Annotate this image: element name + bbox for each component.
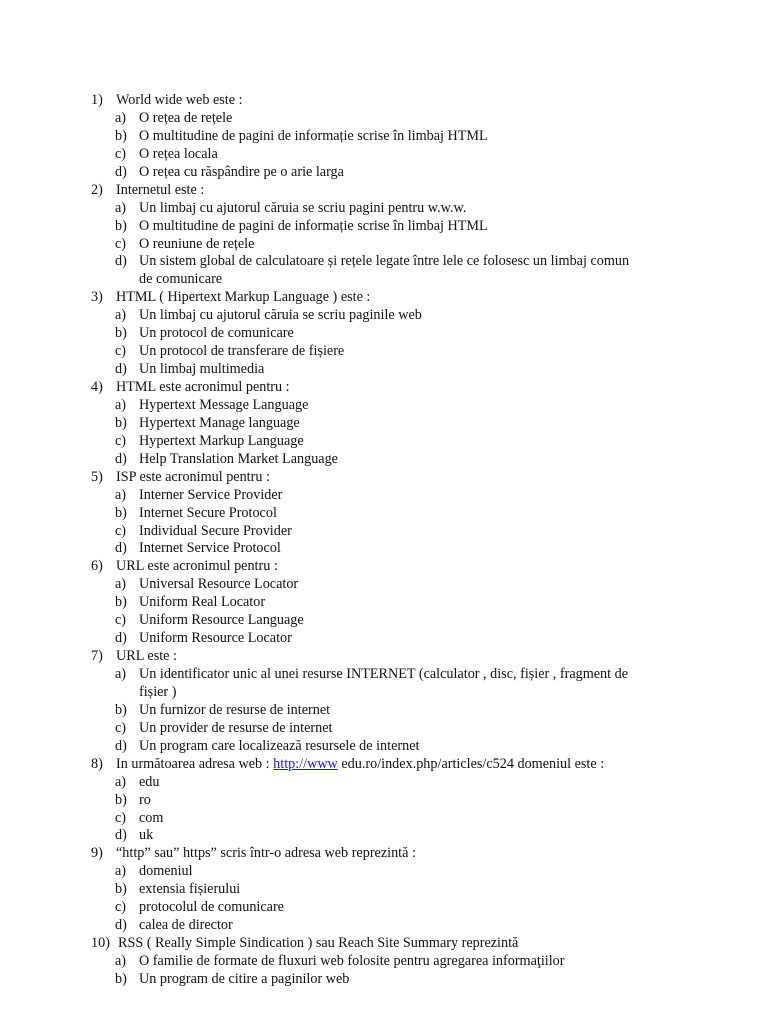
option-text: extensia fișierului (139, 881, 241, 898)
option-text: O rețea locala (139, 145, 218, 162)
answer-option (0, 630, 768, 648)
answer-option (0, 774, 768, 792)
option-letter: c) (115, 522, 127, 539)
option-text: edu (139, 773, 160, 790)
option-text: Hypertext Manage language (139, 414, 300, 431)
option-text: Un identificator unic al unei resurse INTERNET (calculator , disc, fișier , fragment de (139, 666, 629, 682)
option-letter: c) (115, 343, 127, 360)
option-text: O multitudine de pagini de informație scrise în limbaj HTML (139, 217, 488, 234)
option-letter: b) (115, 414, 127, 431)
option-letter: d) (115, 630, 127, 647)
option-text: Un program de citire a paginilor web (139, 970, 350, 987)
answer-option (0, 343, 768, 361)
question-4 (0, 379, 768, 397)
question-number: 8) (91, 755, 103, 772)
quiz-document (0, 92, 768, 989)
answer-option (0, 810, 768, 828)
option-letter: b) (115, 970, 127, 987)
option-text-continued: de comunicare (139, 271, 223, 288)
question-text: HTML ( Hipertext Markup Language ) este : (116, 289, 371, 306)
option-letter: c) (115, 432, 127, 449)
option-letter: c) (115, 719, 127, 736)
option-text: Uniform Resource Language (139, 612, 304, 629)
question-number: 6) (91, 558, 103, 575)
answer-option (0, 505, 768, 523)
question-text-after-link: edu.ro/index.php/articles/c524 domeniul este : (337, 755, 605, 772)
option-text: Un protocol de transferare de fișiere (139, 343, 345, 360)
option-letter: d) (115, 737, 127, 754)
question-number: 4) (91, 379, 103, 395)
option-letter: a) (115, 307, 127, 324)
answer-option (0, 128, 768, 146)
option-text: Hypertext Message Language (139, 396, 309, 413)
answer-option (0, 487, 768, 505)
option-letter: b) (115, 504, 127, 521)
question-number: 1) (91, 92, 103, 108)
answer-option (0, 702, 768, 720)
question-text: Internetul este : (116, 181, 205, 198)
question-text: World wide web este : (116, 92, 243, 108)
answer-option (0, 612, 768, 630)
option-text-continued: fișier ) (139, 683, 177, 700)
option-letter: d) (115, 450, 127, 467)
answer-option (0, 863, 768, 881)
option-letter: c) (115, 235, 127, 252)
question-2 (0, 182, 768, 200)
option-text: O reuniune de rețele (139, 235, 255, 252)
option-text: O rețea de rețele (139, 109, 233, 126)
option-text: ro (139, 791, 151, 808)
option-letter: c) (115, 899, 127, 916)
answer-option (0, 433, 768, 451)
answer-option (0, 827, 768, 845)
answer-option (0, 576, 768, 594)
option-text: Un sistem global de calculatoare și rețele legate între lele ce folosesc un limbaj comun (139, 253, 630, 270)
option-letter: a) (115, 666, 127, 682)
answer-option (0, 971, 768, 989)
url-link[interactable]: http://www (273, 755, 338, 772)
answer-option (0, 397, 768, 415)
answer-option (0, 218, 768, 236)
answer-option (0, 666, 768, 684)
question-text (116, 756, 604, 774)
option-text: Internet Service Protocol (139, 540, 281, 557)
option-letter: a) (115, 486, 127, 503)
question-number: 3) (91, 289, 103, 306)
question-6 (0, 558, 768, 576)
option-continuation (0, 271, 768, 289)
option-text: Un furnizor de resurse de internet (139, 701, 331, 718)
question-1 (0, 92, 768, 110)
option-letter: c) (115, 145, 127, 162)
option-text: Un program care localizează resursele de internet (139, 737, 420, 754)
option-letter: b) (115, 127, 127, 144)
option-letter: b) (115, 594, 127, 611)
answer-option (0, 720, 768, 738)
option-text: Help Translation Market Language (139, 450, 338, 467)
option-text: uk (139, 827, 154, 844)
answer-option (0, 307, 768, 325)
option-text: Interner Service Provider (139, 486, 283, 503)
option-text: Hypertext Markup Language (139, 432, 304, 449)
question-9 (0, 845, 768, 863)
option-letter: a) (115, 953, 127, 969)
option-letter: d) (115, 163, 127, 180)
answer-option (0, 236, 768, 254)
option-letter: b) (115, 325, 127, 342)
question-text: “http” sau” https” scris într-o adresa web reprezintă : (116, 845, 416, 862)
option-letter: a) (115, 773, 127, 790)
option-text: Uniform Resource Locator (139, 630, 292, 647)
option-text: Uniform Real Locator (139, 594, 266, 611)
option-text: O rețea cu răspândire pe o arie larga (139, 163, 344, 180)
answer-option (0, 738, 768, 756)
option-letter: d) (115, 361, 127, 378)
answer-option (0, 792, 768, 810)
question-text: RSS ( Really Simple Sindication ) sau Reach Site Summary reprezintă (118, 935, 519, 952)
option-letter: a) (115, 109, 127, 126)
answer-option (0, 451, 768, 469)
option-text: Un provider de resurse de internet (139, 719, 333, 736)
option-letter: a) (115, 199, 127, 216)
question-8 (0, 756, 768, 774)
question-10 (0, 935, 768, 953)
question-text: URL este acronimul pentru : (116, 558, 278, 575)
option-text: protocolul de comunicare (139, 899, 284, 916)
answer-option (0, 881, 768, 899)
question-5 (0, 469, 768, 487)
answer-option (0, 253, 768, 271)
question-number: 5) (91, 468, 103, 485)
option-text: Un limbaj cu ajutorul căruia se scriu paginile web (139, 307, 422, 324)
option-text: Individual Secure Provider (139, 522, 292, 539)
answer-option (0, 325, 768, 343)
option-letter: b) (115, 217, 127, 234)
option-letter: d) (115, 253, 127, 270)
option-letter: b) (115, 791, 127, 808)
question-text-before-link: In următoarea adresa web : (116, 755, 274, 772)
option-text: calea de director (139, 917, 233, 934)
answer-option (0, 594, 768, 612)
option-text: O familie de formate de fluxuri web folosite pentru agregarea informaţiilor (139, 953, 565, 969)
answer-option (0, 146, 768, 164)
option-text: Un protocol de comunicare (139, 325, 294, 342)
option-letter: b) (115, 701, 127, 718)
answer-option (0, 540, 768, 558)
option-text: Internet Secure Protocol (139, 504, 277, 521)
option-text: Un limbaj multimedia (139, 361, 265, 378)
question-7 (0, 648, 768, 666)
answer-option (0, 110, 768, 128)
answer-option (0, 200, 768, 218)
answer-option (0, 164, 768, 182)
answer-option (0, 953, 768, 971)
answer-option (0, 899, 768, 917)
option-continuation (0, 684, 768, 702)
option-letter: d) (115, 540, 127, 557)
question-text: HTML este acronimul pentru : (116, 379, 290, 395)
option-text: Un limbaj cu ajutorul căruia se scriu pagini pentru w.w.w. (139, 199, 467, 216)
question-number: 9) (91, 845, 103, 862)
option-text: O multitudine de pagini de informație scrise în limbaj HTML (139, 127, 488, 144)
option-letter: a) (115, 576, 127, 593)
option-letter: c) (115, 809, 127, 826)
question-text: ISP este acronimul pentru : (116, 468, 270, 485)
option-letter: c) (115, 612, 127, 629)
question-3 (0, 289, 768, 307)
option-letter: d) (115, 827, 127, 844)
question-number: 2) (91, 181, 103, 198)
answer-option (0, 523, 768, 541)
answer-option (0, 415, 768, 433)
option-letter: a) (115, 396, 127, 413)
option-text: domeniul (139, 863, 193, 880)
option-letter: d) (115, 917, 127, 934)
option-text: Universal Resource Locator (139, 576, 299, 593)
answer-option (0, 361, 768, 379)
option-text: com (139, 809, 164, 826)
question-number: 7) (91, 648, 103, 665)
option-letter: b) (115, 881, 127, 898)
option-letter: a) (115, 863, 127, 880)
question-number: 10) (91, 935, 110, 952)
question-text: URL este : (116, 648, 177, 665)
answer-option (0, 917, 768, 935)
